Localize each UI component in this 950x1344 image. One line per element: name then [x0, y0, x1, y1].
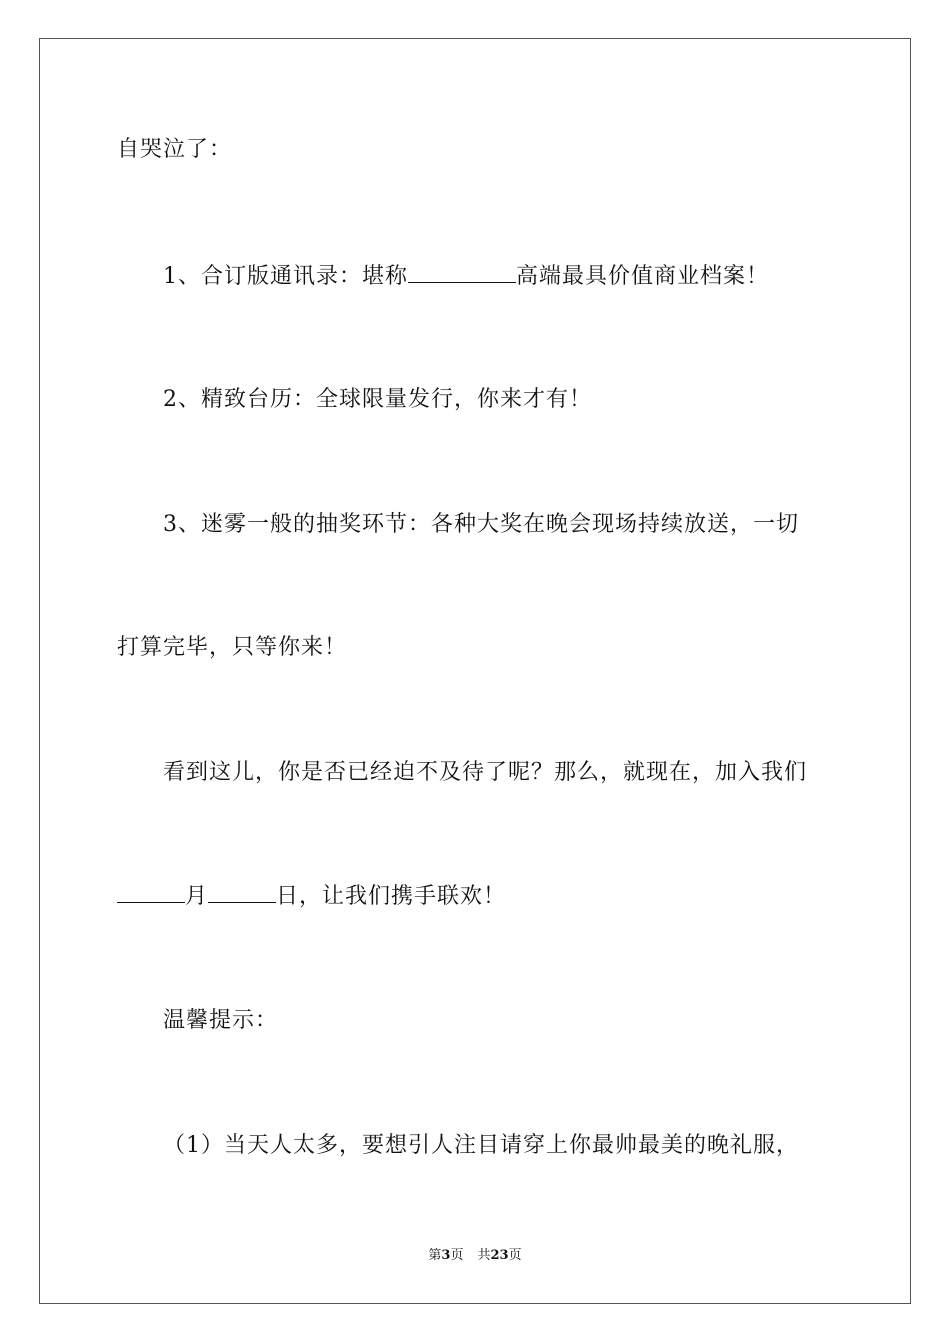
page-footer [0, 1247, 950, 1265]
text-fragment: 1、合订版通讯录：堪称 [163, 264, 408, 289]
text-fragment: 温馨提示： [163, 1008, 279, 1033]
text-line-3 [163, 385, 592, 415]
text-line-7 [117, 882, 506, 912]
footer-total-number: 23 [490, 1248, 509, 1263]
text-fragment: 高端最具价值商业档案！ [516, 264, 770, 289]
text-line-6 [163, 758, 807, 788]
text-line-9 [163, 1131, 799, 1161]
text-fragment: 2、精致台历：全球限量发行，你来才有！ [163, 387, 592, 412]
footer-page-number: 3 [441, 1248, 451, 1263]
text-line-5 [117, 633, 347, 663]
footer-total-suffix: 页 [508, 1248, 522, 1263]
text-fragment: 打算完毕，只等你来！ [117, 635, 348, 660]
text-line-2 [163, 262, 769, 292]
text-fragment: 自哭泣了： [117, 137, 233, 162]
text-fragment: 日，让我们携手联欢！ [276, 884, 507, 909]
text-fragment: 3、迷雾一般的抽奖环节：各种大奖在晚会现场持续放送，一切 [163, 512, 799, 537]
footer-total-prefix: 共 [477, 1248, 491, 1263]
footer-page-prefix: 第 [428, 1248, 442, 1263]
text-fragment: 月 [185, 884, 209, 909]
footer-page-suffix: 页 [450, 1248, 464, 1263]
fill-in-blank [408, 262, 516, 283]
text-line-4 [163, 510, 799, 540]
text-line-1 [117, 135, 232, 165]
text-fragment: （1）当天人太多，要想引人注目请穿上你最帅最美的晚礼服， [163, 1133, 799, 1158]
text-fragment: 看到这儿，你是否已经迫不及待了呢？那么，就现在，加入我们 [163, 760, 808, 785]
fill-in-blank [117, 882, 185, 903]
fill-in-blank [208, 882, 276, 903]
text-line-8 [163, 1006, 278, 1036]
page-border [39, 38, 911, 1304]
